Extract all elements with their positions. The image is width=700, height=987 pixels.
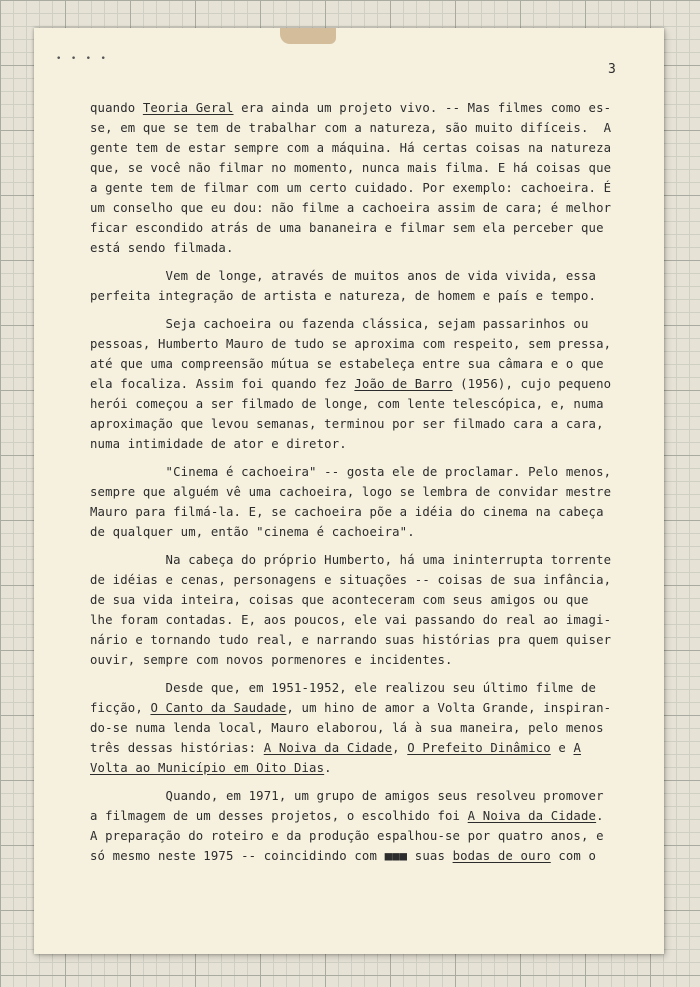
underlined-title: O Prefeito Dinâmico xyxy=(407,741,551,755)
text-segment: . xyxy=(324,761,332,775)
text-segment: . xyxy=(596,809,604,823)
text-line xyxy=(90,590,650,610)
paragraph-gap xyxy=(90,258,650,266)
text-segment: pessoas, Humberto Mauro de tudo se aproxima com respeito, sem pressa, xyxy=(90,337,612,351)
text-segment: com o xyxy=(550,849,597,863)
text-line xyxy=(90,98,650,118)
text-line xyxy=(90,630,650,650)
tape-mark xyxy=(280,28,336,44)
text-line xyxy=(90,334,650,354)
text-segment: Mauro para filmá-la. E, se cachoeira põe a idéia do cinema na cabeça xyxy=(90,505,604,519)
paragraph-gap xyxy=(90,670,650,678)
text-segment: ficar escondido atrás de uma bananeira e filmar sem ela perceber que xyxy=(90,221,604,235)
underlined-title: Volta ao Município em Oito Dias xyxy=(90,761,325,775)
text-line xyxy=(90,738,650,758)
underlined-title: bodas de ouro xyxy=(452,849,551,863)
text-segment: quando xyxy=(90,101,143,115)
underlined-title: A Noiva da Cidade xyxy=(263,741,393,755)
text-line xyxy=(90,482,650,502)
text-segment: aproximação que levou semanas, terminou por ser filmado cara a cara, xyxy=(90,417,604,431)
text-line xyxy=(90,570,650,590)
text-segment: numa intimidade de ator e diretor. xyxy=(90,437,347,451)
paragraph-gap xyxy=(90,778,650,786)
text-line xyxy=(90,434,650,454)
text-line xyxy=(90,118,650,138)
text-segment: de qualquer um, então "cinema é cachoeira". xyxy=(90,525,415,539)
text-line xyxy=(90,650,650,670)
text-segment: Quando, em 1971, um grupo de amigos seus resolveu promover xyxy=(90,789,604,803)
text-segment: um conselho que eu dou: não filme a cachoeira assim de cara; é melhor xyxy=(90,201,612,215)
underlined-title: João de Barro xyxy=(354,377,453,391)
text-segment: ouvir, sempre com novos pormenores e incidentes. xyxy=(90,653,453,667)
text-segment: está sendo filmada. xyxy=(90,241,234,255)
text-line xyxy=(90,758,650,778)
body-text xyxy=(90,98,650,866)
text-segment: (1956), cujo pequeno xyxy=(452,377,612,391)
text-line xyxy=(90,786,650,806)
text-line xyxy=(90,218,650,238)
text-line xyxy=(90,846,650,866)
text-segment: , um hino de amor a Volta Grande, inspiran- xyxy=(286,701,612,715)
corner-marks: • • • • xyxy=(56,54,108,64)
text-segment: Desde que, em 1951-1952, ele realizou seu último filme de xyxy=(90,681,597,695)
text-segment: A preparação do roteiro e da produção espalhou-se por quatro anos, e xyxy=(90,829,604,843)
text-segment: Na cabeça do próprio Humberto, há uma ininterrupta torrente xyxy=(90,553,612,567)
text-line xyxy=(90,610,650,630)
text-line xyxy=(90,266,650,286)
text-segment: três dessas histórias: xyxy=(90,741,264,755)
text-line xyxy=(90,374,650,394)
text-line xyxy=(90,826,650,846)
text-line xyxy=(90,314,650,334)
paragraph-gap xyxy=(90,542,650,550)
underlined-title: O Canto da Saudade xyxy=(150,701,287,715)
text-line xyxy=(90,806,650,826)
text-segment: nário e tornando tudo real, e narrando suas histórias pra quem quiser xyxy=(90,633,612,647)
text-segment: até que uma compreensão mútua se estabeleça entre sua câmara e o que xyxy=(90,357,604,371)
text-segment: que, se você não filmar no momento, nunca mais filma. E há coisas que xyxy=(90,161,612,175)
text-segment: de idéias e cenas, personagens e situações -- coisas de sua infância, xyxy=(90,573,612,587)
text-line xyxy=(90,414,650,434)
underlined-title: A xyxy=(573,741,582,755)
text-line xyxy=(90,502,650,522)
text-segment: herói começou a ser filmado de longe, com lente telescópica, e, numa xyxy=(90,397,604,411)
text-line xyxy=(90,462,650,482)
text-segment: , xyxy=(392,741,408,755)
text-line xyxy=(90,286,650,306)
text-segment: Vem de longe, através de muitos anos de vida vivida, essa xyxy=(90,269,597,283)
text-line xyxy=(90,550,650,570)
text-line xyxy=(90,718,650,738)
text-line xyxy=(90,394,650,414)
text-segment: "Cinema é cachoeira" -- gosta ele de proclamar. Pelo menos, xyxy=(90,465,612,479)
page-number: 3 xyxy=(608,62,616,77)
text-segment: lhe foram contadas. E, aos poucos, ele vai passando do real ao imagi- xyxy=(90,613,612,627)
text-segment: se, em que se tem de trabalhar com a natureza, são muito difíceis. A xyxy=(90,121,612,135)
text-line xyxy=(90,158,650,178)
text-segment: era ainda um projeto vivo. -- Mas filmes como es- xyxy=(233,101,612,115)
text-segment: a filmagem de um desses projetos, o escolhido foi xyxy=(90,809,468,823)
text-line xyxy=(90,678,650,698)
text-line xyxy=(90,354,650,374)
underlined-title: Teoria Geral xyxy=(142,101,234,115)
text-segment: ficção, xyxy=(90,701,151,715)
text-segment: gente tem de estar sempre com a máquina. Há certas coisas na natureza xyxy=(90,141,612,155)
typewritten-page xyxy=(34,28,664,954)
text-line xyxy=(90,238,650,258)
text-segment: perfeita integração de artista e natureza, de homem e país e tempo. xyxy=(90,289,597,303)
text-segment: do-se numa lenda local, Mauro elaborou, lá à sua maneira, pelo menos xyxy=(90,721,604,735)
underlined-title: A Noiva da Cidade xyxy=(467,809,597,823)
paragraph-gap xyxy=(90,306,650,314)
text-segment: só mesmo neste 1975 -- coincidindo com ■■■ suas xyxy=(90,849,453,863)
paragraph-gap xyxy=(90,454,650,462)
text-line xyxy=(90,198,650,218)
text-segment: Seja cachoeira ou fazenda clássica, sejam passarinhos ou xyxy=(90,317,589,331)
text-segment: ela focaliza. Assim foi quando fez xyxy=(90,377,355,391)
text-segment: sempre que alguém vê uma cachoeira, logo se lembra de convidar mestre xyxy=(90,485,612,499)
text-line xyxy=(90,522,650,542)
text-line xyxy=(90,138,650,158)
text-segment: a gente tem de filmar com um certo cuidado. Por exemplo: cachoeira. É xyxy=(90,181,612,195)
text-segment: de sua vida inteira, coisas que aconteceram com seus amigos ou que xyxy=(90,593,589,607)
text-line xyxy=(90,698,650,718)
text-line xyxy=(90,178,650,198)
text-segment: e xyxy=(550,741,574,755)
